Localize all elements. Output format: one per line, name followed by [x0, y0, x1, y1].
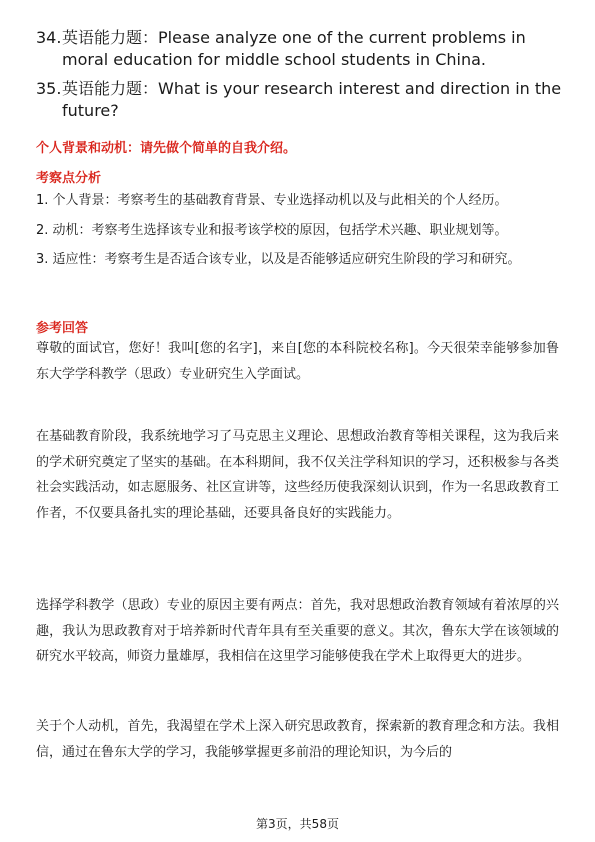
points-heading: 考察点分析: [36, 171, 102, 186]
page-footer: 第3页，共58页: [256, 817, 339, 831]
answer-paragraph: 选择学科教学（思政）专业的原因主要有两点：首先，我对思想政治教育领域有着浓厚的兴趣，我认为思政教育对于培养新时代青年具有至关重要的意义。其次，鲁东大学在该领域的研究水平较高，师资力量雄厚，我相信在这里学习能够使我在学术上取得更大的进步。: [36, 598, 559, 665]
question-35: [36, 78, 566, 122]
section-title: 个人背景和动机：请先做个简单的自我介绍。: [36, 141, 297, 156]
question-number: 35.: [36, 79, 62, 98]
point-item: 3. 适应性：考察考生是否适合该专业，以及是否能够适应研究生阶段的学习和研究。: [36, 252, 521, 267]
point-item: 1. 个人背景：考察考生的基础教育背景、专业选择动机以及与此相关的个人经历。: [36, 193, 508, 208]
answer-paragraph: 在基础教育阶段，我系统地学习了马克思主义理论、思想政治教育等相关课程，这为我后来的学术研究奠定了坚实的基础。在本科期间，我不仅关注学科知识的学习，还积极参与各类社会实践活动，如志愿服务、社区宣讲等，这些经历使我深刻认识到，作为一名思政教育工作者，不仅要具备扎实的理论基础，还要具备良好的实践能力。: [36, 429, 559, 522]
question-text: 英语能力题：Please analyze one of the current problems in moral education for middle school students in China.: [62, 28, 526, 69]
answer-heading: 参考回答: [36, 321, 89, 336]
point-item: 2. 动机：考察考生选择该专业和报考该学校的原因，包括学术兴趣、职业规划等。: [36, 223, 508, 238]
question-text: 英语能力题：What is your research interest and direction in the future?: [62, 79, 562, 120]
answer-paragraph: 尊敬的面试官，您好！我叫[您的名字]，来自[您的本科院校名称]。今天很荣幸能够参加鲁东大学学科教学（思政）专业研究生入学面试。: [36, 341, 559, 382]
question-number: 34.: [36, 28, 62, 47]
answer-paragraph: 关于个人动机，首先，我渴望在学术上深入研究思政教育，探索新的教育理念和方法。我相信，通过在鲁东大学的学习，我能够掌握更多前沿的理论知识，为今后的: [36, 719, 559, 760]
question-34: [36, 27, 566, 71]
